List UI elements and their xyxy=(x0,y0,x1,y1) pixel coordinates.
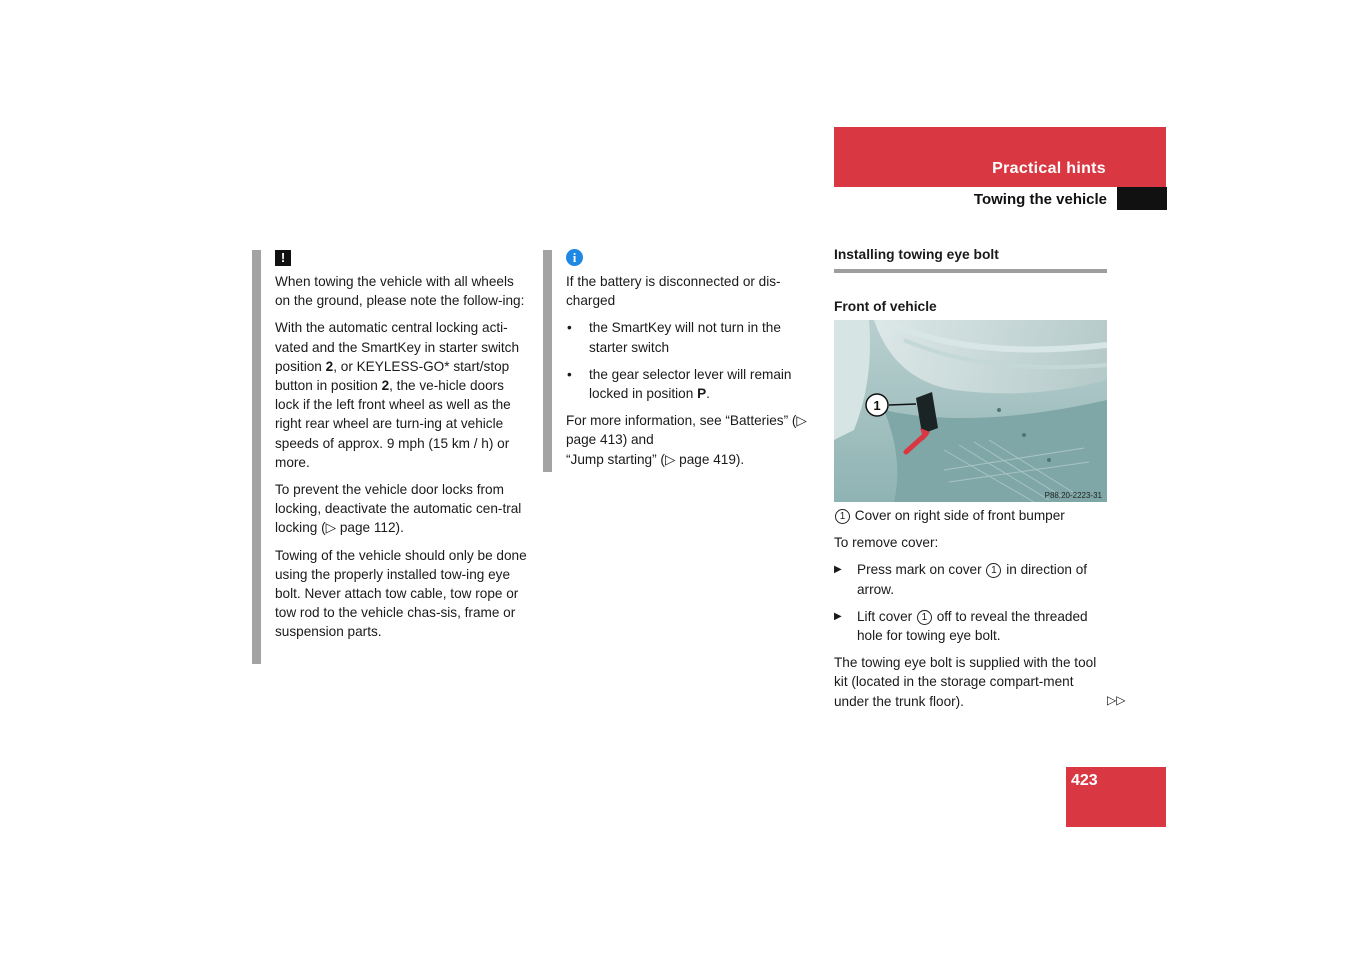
figure-code: P88.20-2223-31 xyxy=(1044,491,1102,500)
remove-intro: To remove cover: xyxy=(834,535,939,551)
continue-arrows-icon: ▷▷ xyxy=(1107,693,1126,707)
section-header-box xyxy=(834,127,1166,187)
step-1: ▶ Press mark on cover 1 in direction of arrow. xyxy=(834,560,1107,598)
section-title: Practical hints xyxy=(992,160,1106,177)
heading-rule xyxy=(834,269,1107,273)
info-intro: If the battery is disconnected or dis-charged xyxy=(566,274,781,309)
warning-paragraph-2: With the automatic central locking acti-vated and the SmartKey in starter switch position 2, or KEYLESS-GO* start/stop button in position 2, the ve-hicle doors lock if the left front wheel as well as the right rear wheel are turn-ing at vehicle speeds of approx. 9 mph (15 km / h) or more. xyxy=(275,320,520,470)
instruction-steps xyxy=(834,560,1107,645)
page-number: 423 xyxy=(1071,772,1098,789)
page-number-box xyxy=(1066,767,1166,827)
info-more xyxy=(566,411,811,469)
subheading: Front of vehicle xyxy=(834,299,937,315)
right-column-body xyxy=(834,506,1107,719)
tab-marker xyxy=(1117,187,1167,210)
right-column xyxy=(834,245,1107,316)
info-bullet-list xyxy=(566,318,811,403)
bumper-figure xyxy=(834,320,1107,502)
subsection-title: Towing the vehicle xyxy=(973,191,1107,208)
info-more-jump-starting: “Jump starting” (▷ page 419). xyxy=(566,451,745,467)
warning-icon: ! xyxy=(275,250,291,266)
warning-paragraph-1: When towing the vehicle with all wheels on the ground, please note the follow-ing: xyxy=(275,274,525,309)
figure-caption: 1 Cover on right side of front bumper xyxy=(834,506,1107,525)
warning-sidebar-bar xyxy=(252,250,261,664)
info-more-batteries: For more information, see “Batteries” (▷ page 413) and xyxy=(566,413,807,448)
section-heading: Installing towing eye bolt xyxy=(834,247,999,262)
info-icon: i xyxy=(566,249,583,266)
warning-paragraph-3: To prevent the vehicle door locks from locking, deactivate the automatic cen-tral locking (▷ page 112). xyxy=(275,482,522,536)
warning-paragraph-4: Towing of the vehicle should only be done using the properly installed tow-ing eye bolt. Never attach tow cable, tow rope or tow rod to the vehicle chas-sis, frame or suspension parts. xyxy=(275,547,527,640)
info-column xyxy=(566,248,811,477)
info-bullet-1: • the SmartKey will not turn in the starter switch xyxy=(566,318,811,356)
info-bullet-2: • the gear selector lever will remain locked in position P. xyxy=(566,365,811,403)
step-2: ▶ Lift cover 1 off to reveal the threaded hole for towing eye bolt. xyxy=(834,607,1107,645)
figure-callout-number: 1 xyxy=(873,398,881,413)
warning-column xyxy=(275,248,530,650)
info-sidebar-bar xyxy=(543,250,552,472)
bumper-illustration xyxy=(834,320,1107,502)
closing-paragraph: The towing eye bolt is supplied with the tool kit (located in the storage compart-ment under the trunk floor). xyxy=(834,655,1097,709)
